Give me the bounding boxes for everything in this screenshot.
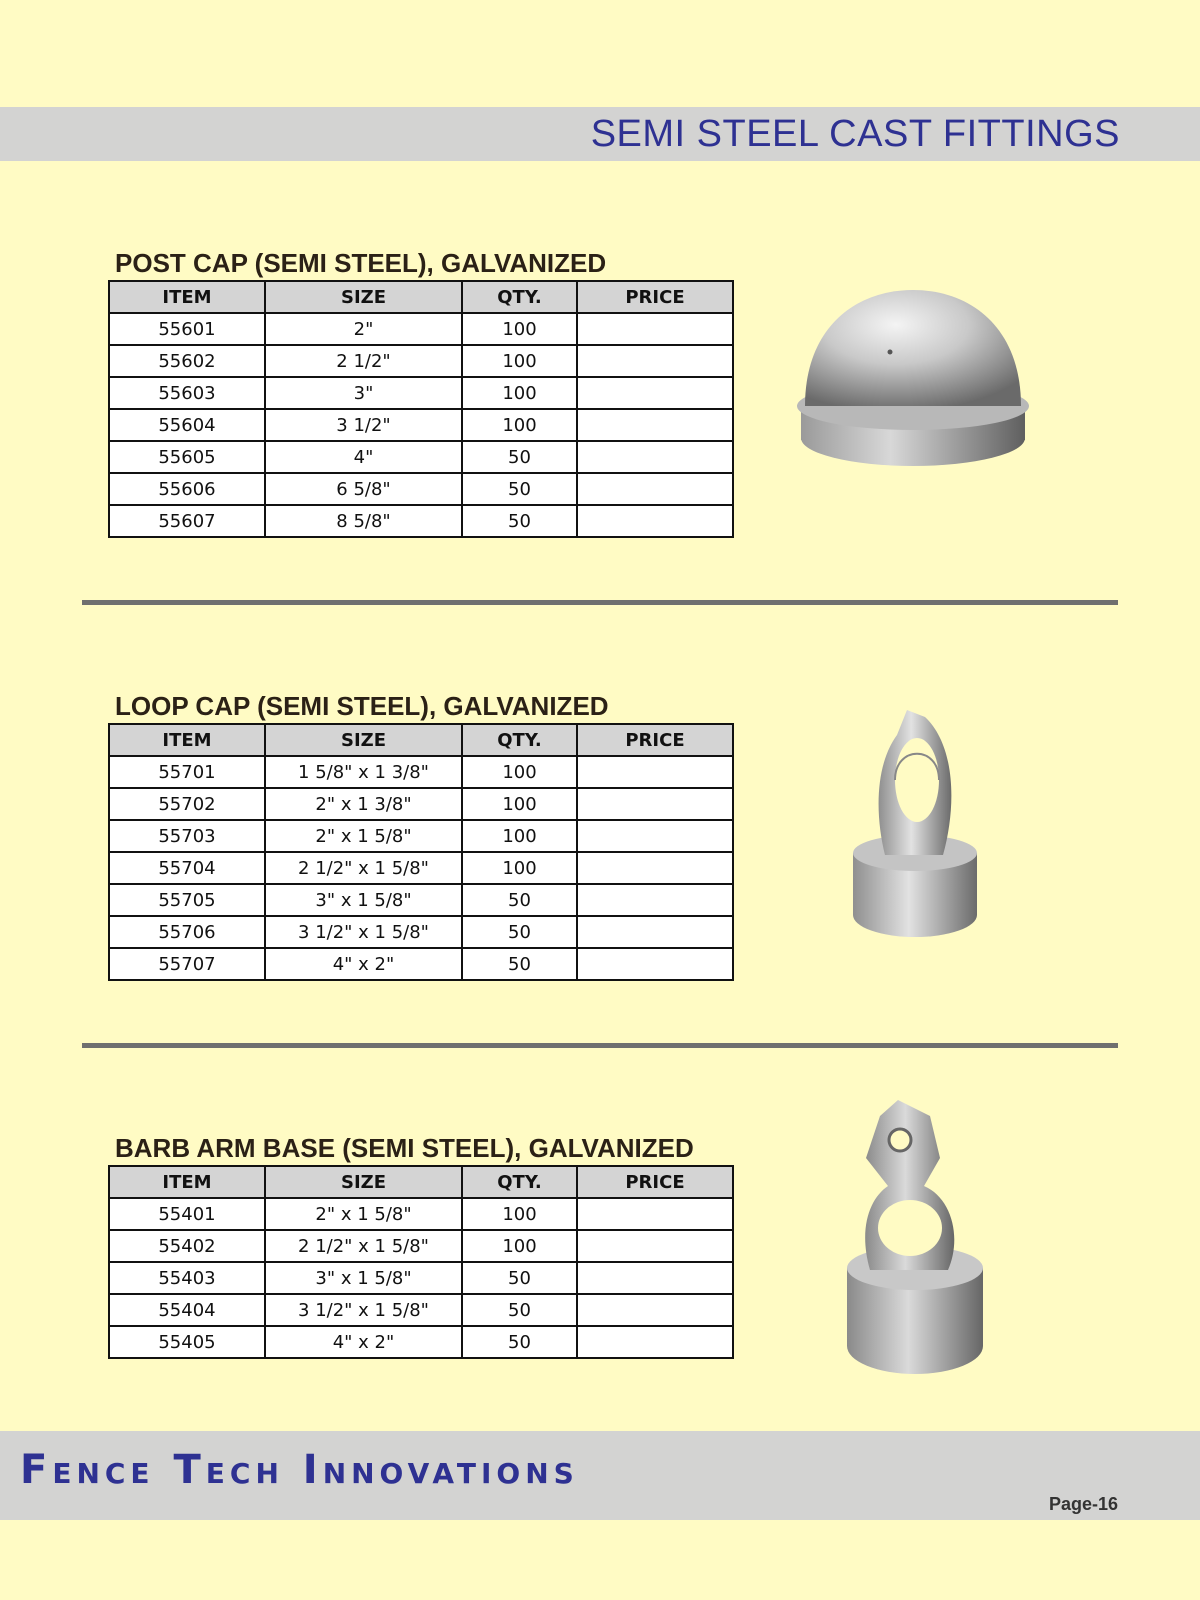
- barb-arm-base-image: [840, 1098, 990, 1380]
- cell-price: [577, 1262, 733, 1294]
- cell-qty: 50: [462, 916, 577, 948]
- table-row: [109, 916, 733, 948]
- col-header-price: PRICE: [577, 724, 733, 756]
- cell-size: 3" x 1 5/8": [265, 1262, 462, 1294]
- cell-size: 4": [265, 441, 462, 473]
- cell-item: 55405: [109, 1326, 265, 1358]
- col-header-item: ITEM: [109, 281, 265, 313]
- cell-qty: 50: [462, 1326, 577, 1358]
- cell-price: [577, 788, 733, 820]
- cell-qty: 50: [462, 1262, 577, 1294]
- cell-price: [577, 916, 733, 948]
- cell-item: 55704: [109, 852, 265, 884]
- cell-size: 2 1/2": [265, 345, 462, 377]
- cell-qty: 100: [462, 313, 577, 345]
- cell-qty: 50: [462, 505, 577, 537]
- barb-arm-base-table: [108, 1165, 734, 1359]
- cell-size: 3 1/2" x 1 5/8": [265, 916, 462, 948]
- section-divider: [82, 600, 1118, 605]
- table-row: [109, 1262, 733, 1294]
- cell-size: 1 5/8" x 1 3/8": [265, 756, 462, 788]
- table-header-row: [109, 1166, 733, 1198]
- col-header-qty: QTY.: [462, 724, 577, 756]
- cell-price: [577, 345, 733, 377]
- cell-qty: 50: [462, 441, 577, 473]
- table-row: [109, 441, 733, 473]
- cell-qty: 50: [462, 948, 577, 980]
- cell-qty: 100: [462, 409, 577, 441]
- page-number: Page-16: [1048, 1494, 1118, 1514]
- cell-price: [577, 852, 733, 884]
- cell-item: 55702: [109, 788, 265, 820]
- table-row: [109, 884, 733, 916]
- cell-item: 55705: [109, 884, 265, 916]
- col-header-qty: QTY.: [462, 281, 577, 313]
- loop-cap-image: [845, 705, 985, 945]
- cell-price: [577, 756, 733, 788]
- cell-item: 55703: [109, 820, 265, 852]
- table-row: [109, 377, 733, 409]
- table-row: [109, 756, 733, 788]
- cell-price: [577, 1230, 733, 1262]
- cell-qty: 100: [462, 1198, 577, 1230]
- section-title: POST CAP (SEMI STEEL), GALVANIZED: [115, 248, 607, 278]
- cell-size: 3" x 1 5/8": [265, 884, 462, 916]
- cell-qty: 50: [462, 473, 577, 505]
- cell-price: [577, 377, 733, 409]
- table-header-row: [109, 281, 733, 313]
- cell-item: 55404: [109, 1294, 265, 1326]
- cell-qty: 100: [462, 788, 577, 820]
- cell-size: 3": [265, 377, 462, 409]
- col-header-item: ITEM: [109, 724, 265, 756]
- cell-qty: 100: [462, 852, 577, 884]
- footer-band: [0, 1431, 1200, 1520]
- cell-price: [577, 409, 733, 441]
- cell-item: 55601: [109, 313, 265, 345]
- table-row: [109, 852, 733, 884]
- table-row: [109, 1198, 733, 1230]
- col-header-size: SIZE: [265, 1166, 462, 1198]
- table-row: [109, 409, 733, 441]
- cell-size: 4" x 2": [265, 1326, 462, 1358]
- post-cap-image: [795, 288, 1035, 478]
- cell-price: [577, 1326, 733, 1358]
- cell-size: 2" x 1 5/8": [265, 1198, 462, 1230]
- table-row: [109, 505, 733, 537]
- cell-item: 55603: [109, 377, 265, 409]
- cell-qty: 100: [462, 1230, 577, 1262]
- page-title: SEMI STEEL CAST FITTINGS: [590, 113, 1120, 155]
- cell-item: 55701: [109, 756, 265, 788]
- cell-price: [577, 1198, 733, 1230]
- cell-qty: 50: [462, 1294, 577, 1326]
- cell-size: 3 1/2" x 1 5/8": [265, 1294, 462, 1326]
- col-header-price: PRICE: [577, 1166, 733, 1198]
- table-header-row: [109, 724, 733, 756]
- cell-size: 2": [265, 313, 462, 345]
- col-header-item: ITEM: [109, 1166, 265, 1198]
- section-divider: [82, 1043, 1118, 1048]
- table-row: [109, 473, 733, 505]
- table-row: [109, 1294, 733, 1326]
- cell-qty: 100: [462, 345, 577, 377]
- table-row: [109, 345, 733, 377]
- cell-item: 55604: [109, 409, 265, 441]
- col-header-size: SIZE: [265, 724, 462, 756]
- cell-price: [577, 884, 733, 916]
- table-row: [109, 313, 733, 345]
- header-band: [0, 107, 1200, 161]
- col-header-size: SIZE: [265, 281, 462, 313]
- section-title: BARB ARM BASE (SEMI STEEL), GALVANIZED: [115, 1133, 694, 1163]
- loop-cap-table: [108, 723, 734, 981]
- table-row: [109, 1326, 733, 1358]
- brand-logo-text: Fence Tech Innovations: [20, 1447, 579, 1493]
- cell-item: 55402: [109, 1230, 265, 1262]
- cell-item: 55706: [109, 916, 265, 948]
- cell-size: 2" x 1 5/8": [265, 820, 462, 852]
- cell-price: [577, 313, 733, 345]
- table-row: [109, 788, 733, 820]
- col-header-qty: QTY.: [462, 1166, 577, 1198]
- cell-price: [577, 441, 733, 473]
- cell-item: 55707: [109, 948, 265, 980]
- cell-item: 55403: [109, 1262, 265, 1294]
- col-header-price: PRICE: [577, 281, 733, 313]
- cell-qty: 100: [462, 820, 577, 852]
- cell-item: 55602: [109, 345, 265, 377]
- cell-size: 6 5/8": [265, 473, 462, 505]
- cell-qty: 100: [462, 377, 577, 409]
- section-title: LOOP CAP (SEMI STEEL), GALVANIZED: [115, 691, 609, 721]
- cell-item: 55607: [109, 505, 265, 537]
- cell-price: [577, 505, 733, 537]
- cell-price: [577, 948, 733, 980]
- cell-size: 4" x 2": [265, 948, 462, 980]
- table-row: [109, 948, 733, 980]
- cell-price: [577, 1294, 733, 1326]
- cell-size: 2 1/2" x 1 5/8": [265, 852, 462, 884]
- post-cap-table: [108, 280, 734, 538]
- cell-qty: 100: [462, 756, 577, 788]
- cell-price: [577, 473, 733, 505]
- cell-size: 2" x 1 3/8": [265, 788, 462, 820]
- cell-price: [577, 820, 733, 852]
- table-row: [109, 1230, 733, 1262]
- cell-size: 3 1/2": [265, 409, 462, 441]
- cell-size: 8 5/8": [265, 505, 462, 537]
- cell-item: 55605: [109, 441, 265, 473]
- cell-item: 55606: [109, 473, 265, 505]
- cell-item: 55401: [109, 1198, 265, 1230]
- cell-qty: 50: [462, 884, 577, 916]
- table-row: [109, 820, 733, 852]
- cell-size: 2 1/2" x 1 5/8": [265, 1230, 462, 1262]
